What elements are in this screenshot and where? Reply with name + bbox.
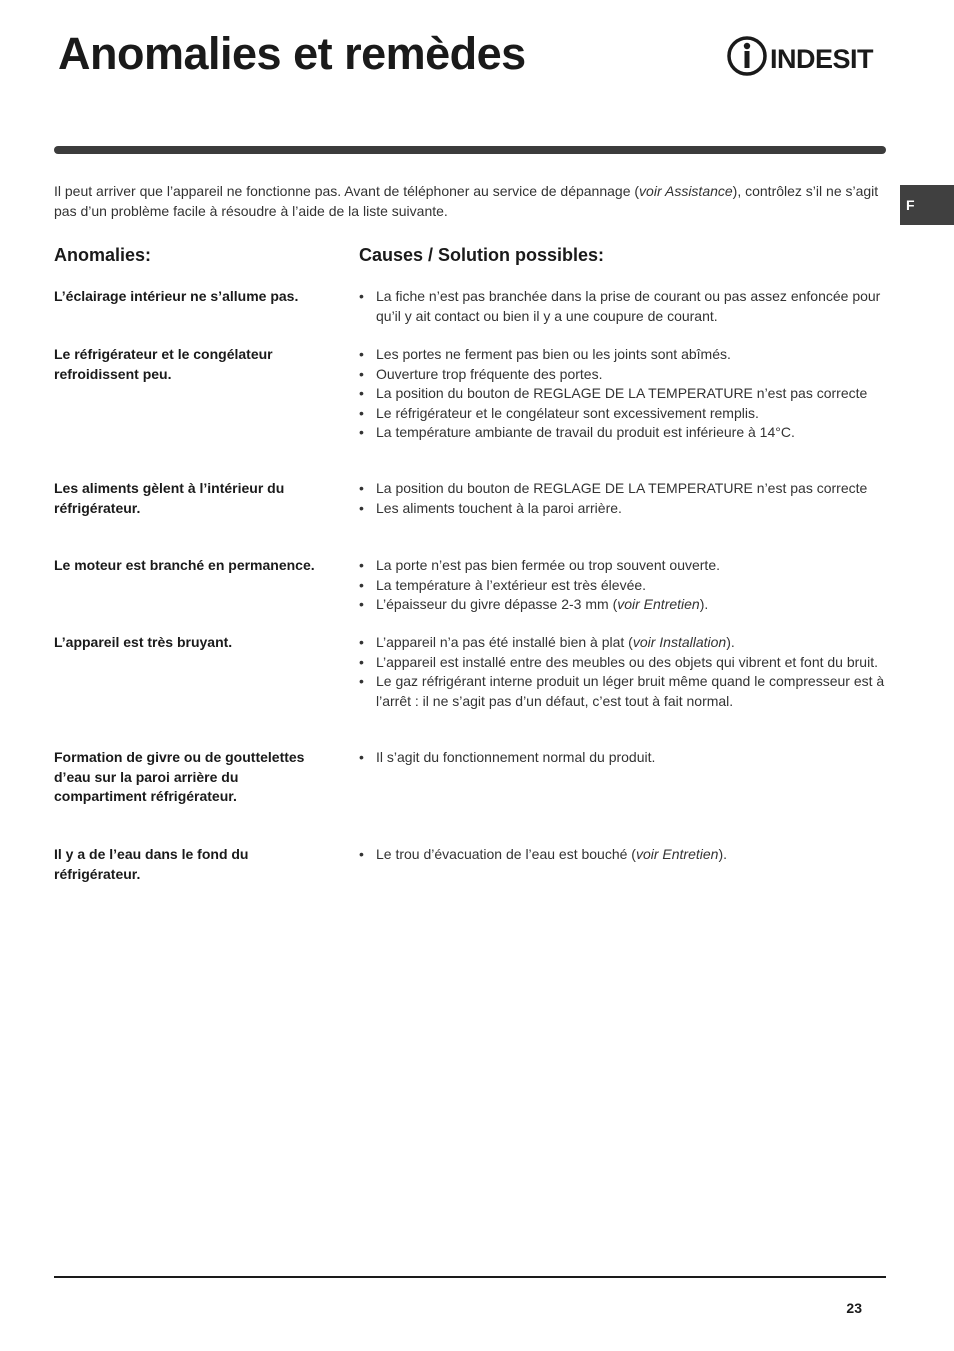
cause-item — [359, 384, 887, 404]
bullet-icon: • — [359, 365, 364, 382]
bullet-icon: • — [359, 557, 364, 573]
causes-list — [359, 845, 887, 865]
cause-text: L’appareil est installé entre des meubles ou des objets qui vibrent et font du bruit. — [376, 653, 878, 670]
bullet-icon: • — [359, 346, 364, 362]
cause-item — [359, 748, 887, 768]
cause-item — [359, 595, 887, 615]
anomaly-label: Le moteur est branché en permanence. — [54, 557, 315, 573]
language-tab: F — [900, 185, 954, 225]
cause-text: Le trou d’évacuation de l’eau est bouché ( — [376, 846, 636, 862]
cause-text-end: ). — [699, 596, 709, 612]
anomaly-label: Il y a de l’eau dans le fond du réfrigérateur. — [54, 846, 249, 882]
cause-text: Les portes ne ferment pas bien ou les joints sont abîmés. — [376, 346, 731, 362]
intro-reference: voir Assistance — [639, 183, 733, 199]
cause-text: La fiche n’est pas branchée dans la prise de courant ou pas assez enfoncée pour qu’il y ait contact ou bien il y a une coupure de courant. — [376, 288, 881, 324]
anomaly-label: Formation de givre ou de gouttelettes d’eau sur la paroi arrière du compartiment réfrigérateur. — [54, 749, 305, 804]
cause-text: La position du bouton de REGLAGE DE LA TEMPERATURE n’est pas correcte — [376, 480, 868, 496]
cause-item — [359, 633, 887, 653]
cause-reference: voir Entretien — [617, 596, 700, 612]
cause-text: L’appareil n’a pas été installé bien à plat ( — [376, 634, 633, 650]
anomaly-label: L’appareil est très bruyant. — [54, 634, 233, 650]
bullet-icon: • — [359, 749, 364, 765]
causes-list — [359, 345, 887, 443]
cause-text: La température ambiante de travail du produit est inférieure à 14°C. — [376, 424, 795, 440]
bullet-icon: • — [359, 480, 364, 496]
page-title: Anomalies et remèdes — [58, 28, 526, 79]
cause-text: La position du bouton de REGLAGE DE LA TEMPERATURE n’est pas correcte — [376, 385, 868, 401]
cause-item — [359, 404, 887, 424]
logo-wordmark: INDESIT — [770, 44, 874, 74]
intro-text-1: Il peut arriver que l’appareil ne fonctionne pas. Avant de téléphoner au service de dépannage ( — [54, 183, 640, 199]
indesit-logo — [726, 34, 888, 78]
bullet-icon: • — [359, 596, 364, 612]
bullet-icon: • — [359, 653, 364, 670]
causes-list — [359, 479, 887, 518]
cause-reference: voir Entretien — [635, 846, 719, 862]
cause-item — [359, 672, 887, 711]
bullet-icon: • — [359, 499, 364, 516]
cause-text: Il s’agit du fonctionnement normal du produit. — [376, 749, 656, 765]
cause-item — [359, 653, 887, 673]
bullet-icon: • — [359, 288, 364, 304]
cause-text: Ouverture trop fréquente des portes. — [376, 365, 603, 382]
cause-text-end: ). — [726, 634, 735, 650]
causes-list — [359, 748, 887, 768]
header-rule — [54, 146, 886, 154]
causes-list — [359, 556, 887, 615]
bullet-icon: • — [359, 404, 364, 421]
bullet-icon: • — [359, 385, 364, 401]
cause-item — [359, 479, 887, 499]
cause-text: La porte n’est pas bien fermée ou trop souvent ouverte. — [376, 557, 720, 573]
intro-paragraph — [54, 181, 886, 221]
intro-text-2: ), contrôlez s’il ne s’agit pas d’un problème facile à résoudre à l’aide de la liste suivante. — [54, 183, 879, 219]
cause-text: L’épaisseur du givre dépasse 2-3 mm ( — [376, 596, 618, 612]
footer-rule — [54, 1276, 886, 1278]
bullet-icon: • — [359, 846, 364, 862]
causes-heading: Causes / Solution possibles: — [359, 245, 605, 265]
causes-list — [359, 633, 887, 711]
cause-text: Le réfrigérateur et le congélateur sont excessivement remplis. — [376, 404, 759, 421]
cause-reference: voir Installation — [632, 634, 727, 650]
cause-text: Les aliments touchent à la paroi arrière. — [376, 499, 622, 516]
page-number: 23 — [846, 1300, 862, 1316]
cause-text: Le gaz réfrigérant interne produit un léger bruit même quand le compresseur est à l’arrêt : il ne s’agit pas d’un défaut, c’est tout à fait normal. — [376, 673, 885, 709]
bullet-icon: • — [359, 673, 364, 689]
bullet-icon: • — [359, 576, 364, 593]
anomaly-label: Les aliments gèlent à l’intérieur du réfrigérateur. — [54, 480, 285, 516]
cause-item — [359, 576, 887, 596]
bullet-icon: • — [359, 634, 364, 650]
anomalies-heading: Anomalies: — [54, 245, 152, 265]
causes-list — [359, 287, 887, 326]
cause-text-end: ). — [718, 846, 728, 862]
cause-item — [359, 345, 887, 365]
cause-item — [359, 287, 887, 326]
bullet-icon: • — [359, 424, 364, 440]
anomaly-label: L’éclairage intérieur ne s’allume pas. — [54, 288, 299, 304]
cause-item — [359, 423, 887, 443]
cause-item — [359, 365, 887, 385]
cause-item — [359, 845, 887, 865]
cause-item — [359, 499, 887, 519]
anomaly-label: Le réfrigérateur et le congélateur refroidissent peu. — [54, 346, 273, 382]
cause-item — [359, 556, 887, 576]
cause-text: La température à l’extérieur est très élevée. — [376, 576, 647, 593]
